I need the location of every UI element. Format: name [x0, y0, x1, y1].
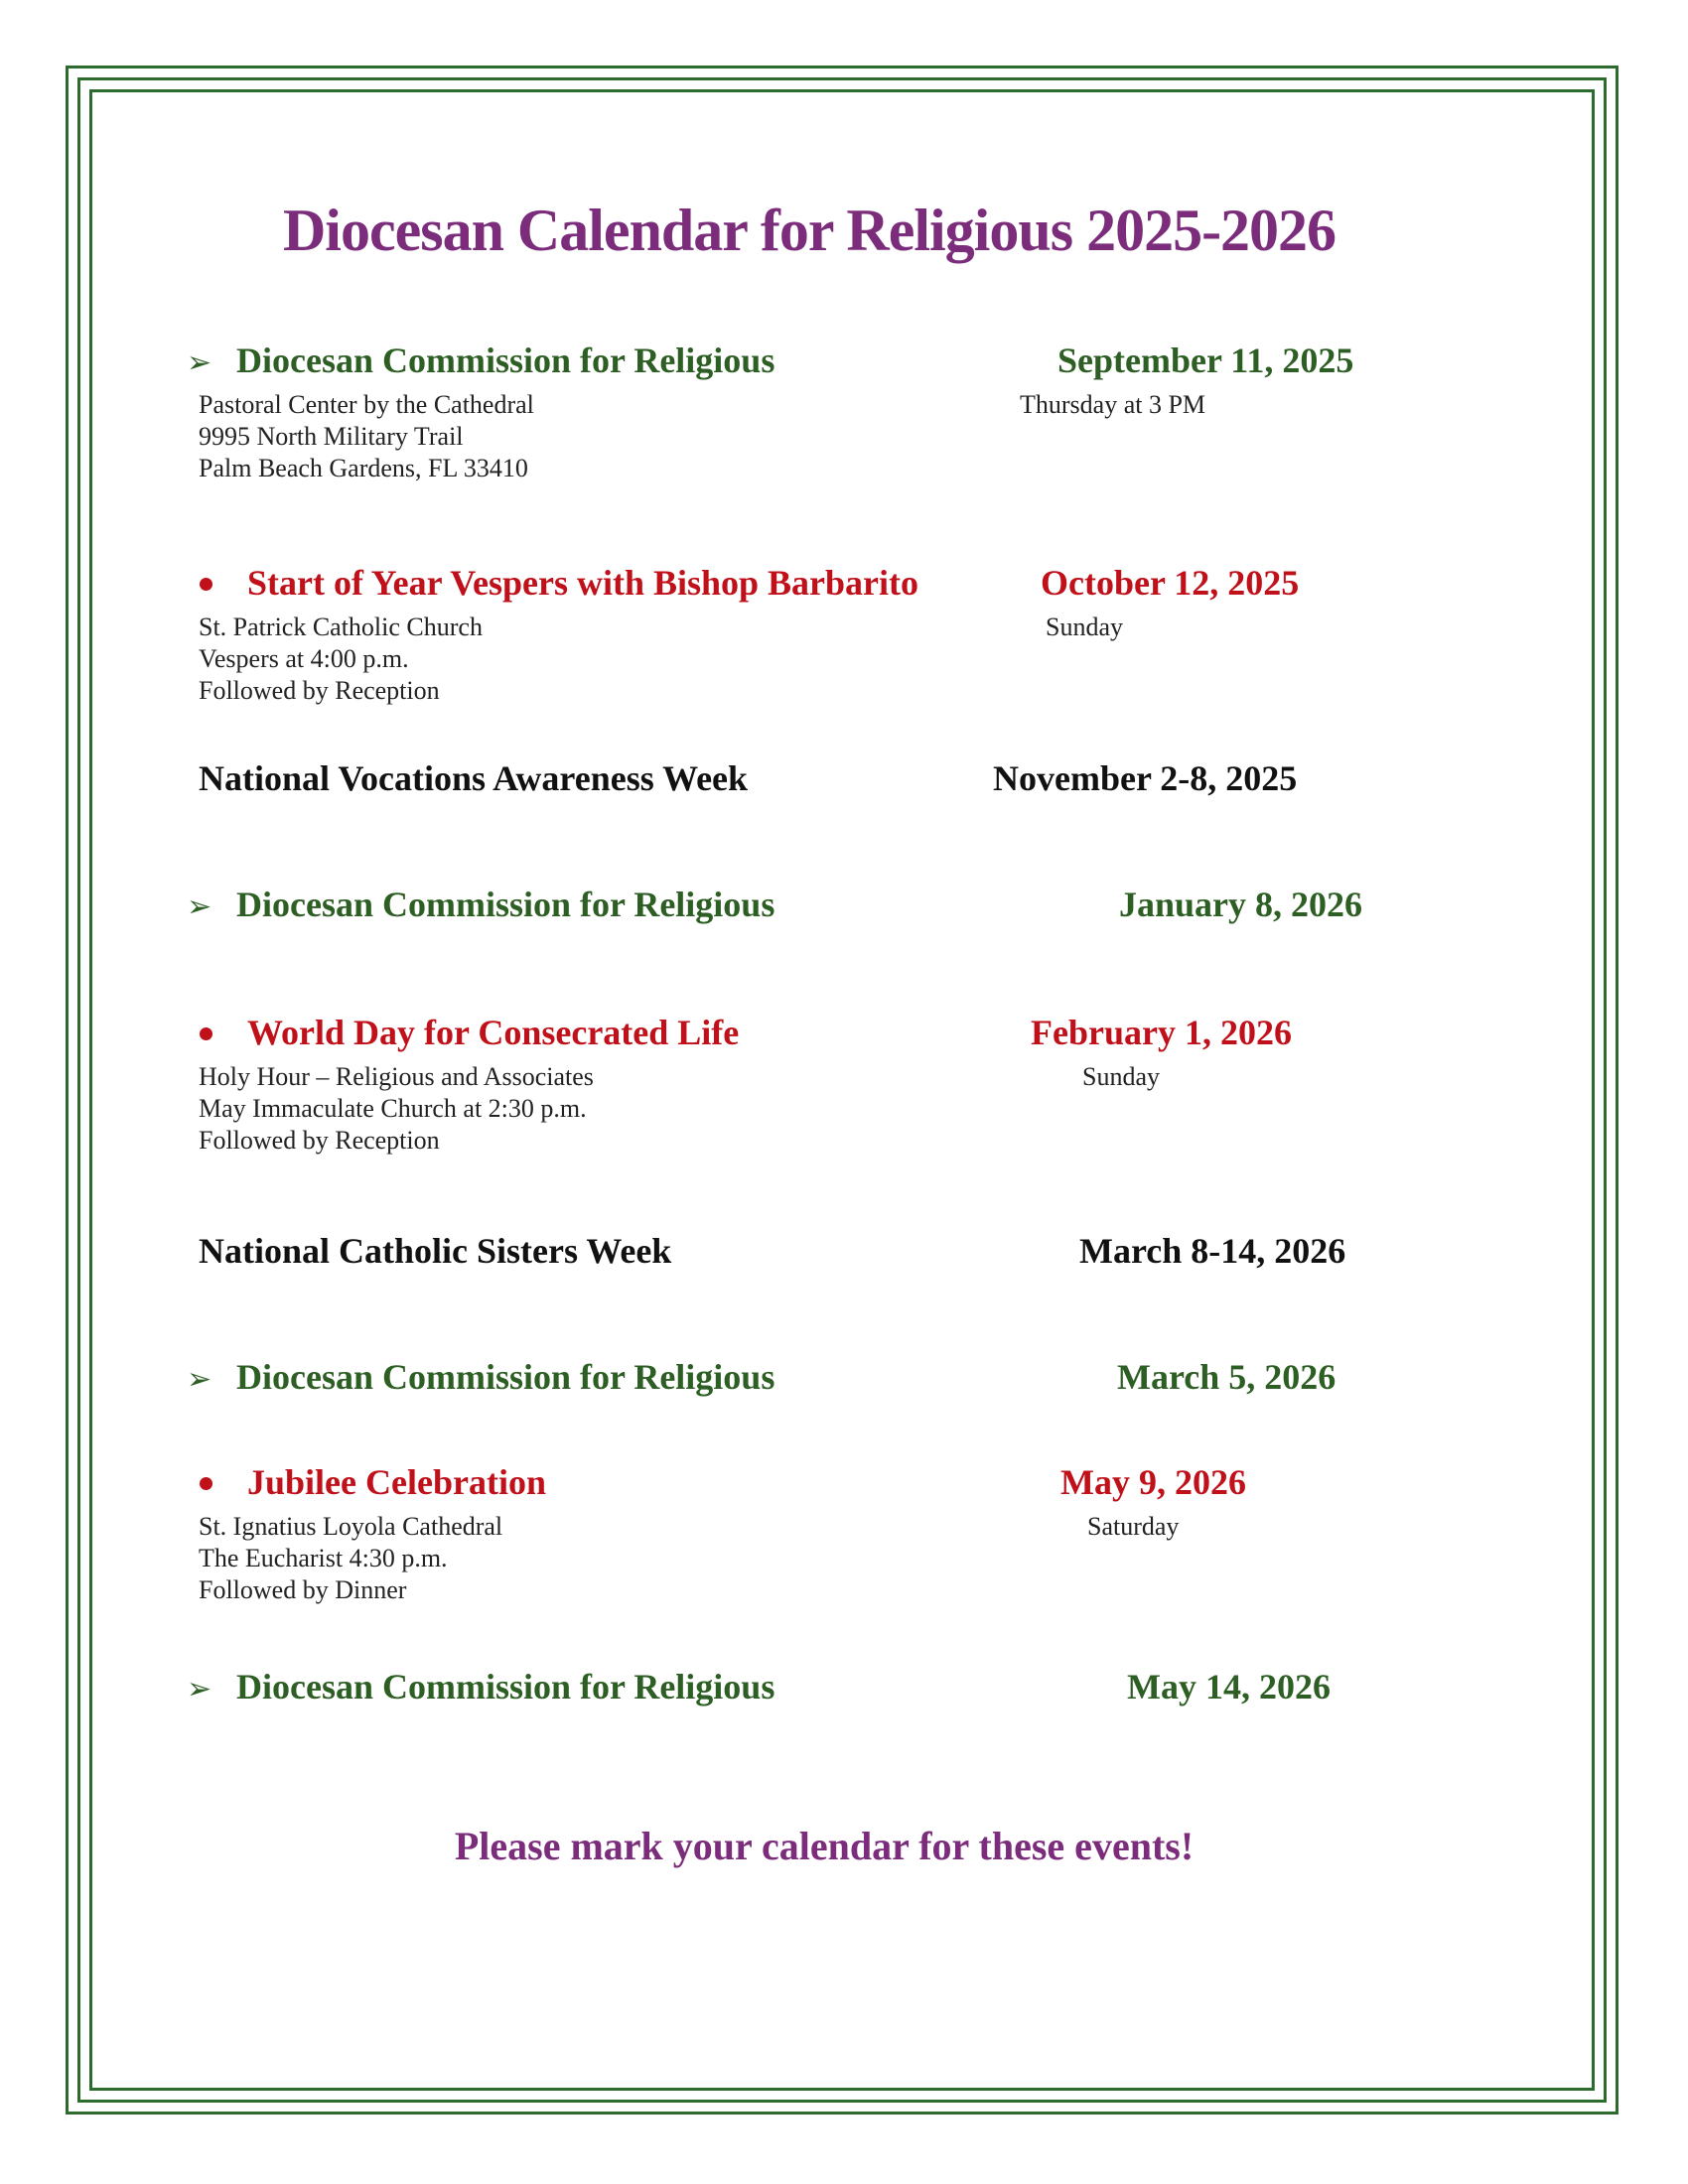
- arrow-bullet-icon: ➢: [187, 1363, 212, 1396]
- event-detail-line: Holy Hour – Religious and Associates: [199, 1062, 594, 1091]
- event-date: September 11, 2025: [1057, 341, 1354, 380]
- event-date: October 12, 2025: [1041, 563, 1300, 603]
- event-title: Diocesan Commission for Religious: [236, 1667, 775, 1706]
- event-title: Start of Year Vespers with Bishop Barbarito: [247, 563, 919, 603]
- event-title: Jubilee Celebration: [247, 1462, 546, 1502]
- event-detail-line: Followed by Dinner: [199, 1575, 407, 1604]
- event-detail-line: The Eucharist 4:30 p.m.: [199, 1544, 448, 1572]
- arrow-bullet-icon: ➢: [187, 890, 212, 923]
- event-date: May 14, 2026: [1127, 1667, 1331, 1706]
- event-detail-line: St. Ignatius Loyola Cathedral: [199, 1512, 503, 1541]
- event-detail-line: Pastoral Center by the Cathedral: [199, 390, 534, 419]
- event-date: May 9, 2026: [1060, 1462, 1246, 1502]
- event-title: Diocesan Commission for Religious: [236, 341, 775, 380]
- event-details: [199, 612, 483, 707]
- event-date: March 8-14, 2026: [1079, 1231, 1346, 1271]
- bullet-dot-icon: [200, 1027, 212, 1040]
- event-detail-line: 9995 North Military Trail: [199, 422, 464, 451]
- event-date: November 2-8, 2025: [993, 758, 1298, 798]
- event-title: National Catholic Sisters Week: [199, 1231, 672, 1271]
- bullet-dot-icon: [200, 1477, 212, 1490]
- event-details: [199, 389, 534, 484]
- event-title: Diocesan Commission for Religious: [236, 885, 775, 924]
- event-detail-line: Followed by Reception: [199, 676, 440, 705]
- page-title: Diocesan Calendar for Religious 2025-2026: [282, 198, 1336, 263]
- event-details: [199, 1061, 594, 1157]
- event-details: [199, 1511, 502, 1606]
- event-day: Sunday: [1082, 1062, 1160, 1091]
- event-day: Sunday: [1046, 613, 1123, 641]
- event-title: World Day for Consecrated Life: [247, 1013, 740, 1052]
- event-title: National Vocations Awareness Week: [199, 758, 749, 798]
- event-detail-line: Followed by Reception: [199, 1126, 440, 1155]
- event-day: Thursday at 3 PM: [1020, 390, 1206, 419]
- event-detail-line: St. Patrick Catholic Church: [199, 613, 483, 641]
- event-date: January 8, 2026: [1119, 885, 1363, 924]
- footer-message: Please mark your calendar for these events!: [454, 1824, 1195, 1868]
- event-detail-line: May Immaculate Church at 2:30 p.m.: [199, 1094, 587, 1123]
- arrow-bullet-icon: ➢: [187, 346, 212, 379]
- bullet-dot-icon: [200, 578, 212, 591]
- event-detail-line: Vespers at 4:00 p.m.: [199, 644, 409, 673]
- event-title: Diocesan Commission for Religious: [236, 1357, 775, 1397]
- arrow-bullet-icon: ➢: [187, 1673, 212, 1706]
- event-date: March 5, 2026: [1117, 1357, 1336, 1397]
- event-day: Saturday: [1087, 1512, 1180, 1541]
- event-detail-line: Palm Beach Gardens, FL 33410: [199, 454, 528, 482]
- event-date: February 1, 2026: [1031, 1013, 1292, 1052]
